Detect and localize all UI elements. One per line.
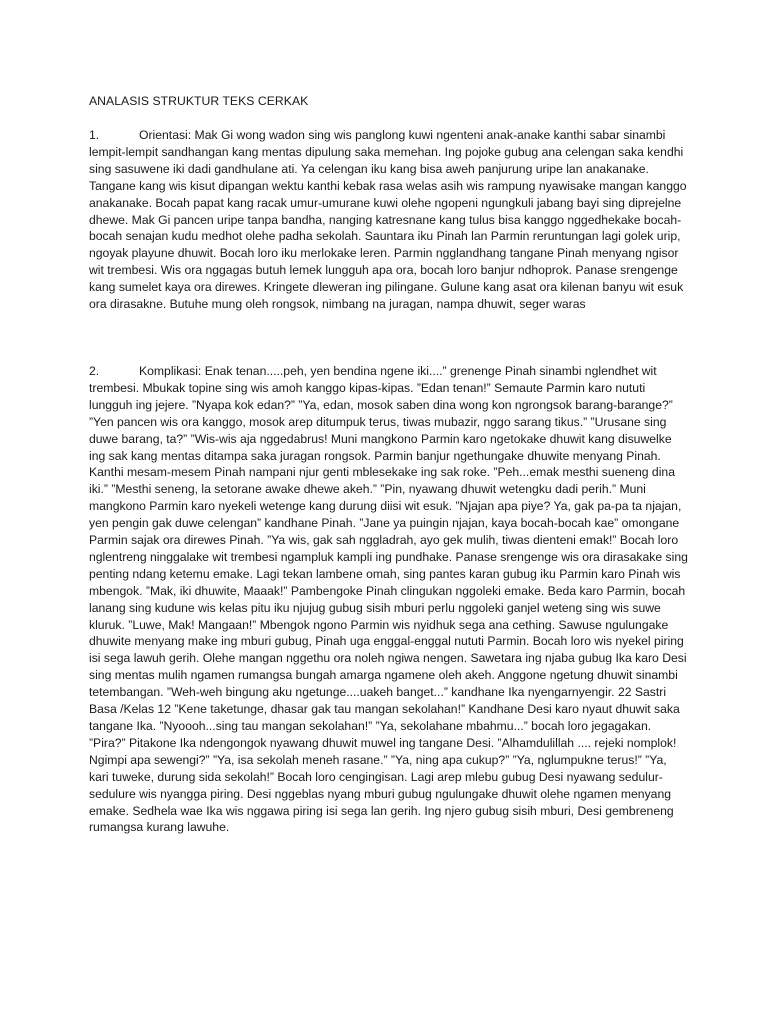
document-page: [89, 92, 689, 836]
section-komplikasi: [89, 363, 689, 836]
section-text: Komplikasi: Enak tenan.....peh, yen bendina ngene iki....” grenenge Pinah sinambi nglendhet wit trembesi. Mbukak topine sing wis amoh kanggo kipas-kipas. ”Edan tenan!” Semaute Parmin karo nututi lungguh ing jejere. ”Nyapa kok edan?” ”Ya, edan, mosok saben dina wong kon ngrongsok barang-barange?” ”Yen pancen wis ora kanggo, mosok arep ditumpuk terus, tiwas mubazir, nggo sarang tikus.” ”Urusane sing duwe barang, ta?” ”Wis-wis aja nggedabrus! Muni mangkono Parmin karo ngetokake dhuwit kang disuwelke ing sak kang mentas ditampa saka juragan rongsok. Parmin banjur ngethungake dhuwite menyang Pinah. Kanthi mesam-mesem Pinah nampani njur genti mblesekake ing sak roke. ”Peh...emak mesthi sueneng dina iki.” ”Mesthi seneng, la setorane awake dhewe akeh.” ”Pin, nyawang dhuwit wetengku dadi perih.” Muni mangkono Parmin karo nyekeli wetenge kang durung diisi wit esuk. ”Njajan apa piye? Ya, gak pa-pa ta njajan, yen pengin gak duwe celengan” kandhane Pinah. ”Jane ya puingin njajan, kaya bocah-bocah kae” omongane Parmin sajak ora direwes Pinah. ”Ya wis, gak sah nggladrah, ayo gek mulih, tiwas dienteni emak!” Bocah loro nglentreng ninggalake wit trembesi ngampluk kampli ing pundhake. Panase srengenge wis ora dirasakake sing penting ndang ketemu emake. Lagi tekan lambene omah, sing pantes karan gubug iku Parmin karo Pinah wis mbengok. ”Mak, iki dhuwite, Maaak!” Pambengoke Pinah clingukan nggoleki emake. Beda karo Parmin, bocah lanang sing kudune wis kelas pitu iku njujug gubug sisih mburi perlu nggoleki ganjel weteng sing wis suwe kluruk. ”Luwe, Mak! Mangaan!” Mbengok ngono Parmin wis nyidhuk sega ana cething. Sawuse ngulungake dhuwite menyang make ing mburi gubug, Pinah uga enggal-enggal nututi Parmin. Bocah loro wis nyekel piring isi sega lawuh gerih. Olehe mangan nggethu ora noleh ngiwa nengen. Sawetara ing njaba gubug Ika karo Desi sing mentas mulih ngamen rumangsa bungah amarga ngamene oleh akeh. Anggone ngetung dhuwit sinambi tetembangan. ”Weh-weh bingung aku ngetunge....uakeh banget...” kandhane Ika nyengarnyengir. 22 Sastri Basa /Kelas 12 ”Kene taketunge, dhasar gak tau mangan sekolahan!” Kandhane Desi karo nyaut dhuwit saka tangane Ika. ”Nyoooh...sing tau mangan sekolahan!” ”Ya, sekolahane mbahmu...” bocah loro jegagakan. ”Pira?” Pitakone Ika ndengongok nyawang dhuwit muwel ing tangane Desi. ”Alhamdulillah .... rejeki nomplok! Ngimpi apa sewengi?” ”Ya, isa sekolah meneh rasane.” ”Ya, ning apa cukup?” ”Ya, nglumpukne terus!” ”Ya, kari tuweke, durung sida sekolah!” Bocah loro cengingisan. Lagi arep mlebu gubug Desi nyawang sedulur-sedulure wis nyangga piring. Desi nggeblas nyang mburi gubug ngulungake dhuwit olehe ngamen menyang emake. Sedhela wae Ika wis nggawa piring isi sega lan gerih. Ing njero gubug sisih mburi, Desi gembreneng rumangsa kurang lawuhe.: [89, 363, 688, 835]
paragraph: [89, 363, 689, 836]
section-number: 2.: [89, 363, 100, 378]
document-title: ANALASIS STRUKTUR TEKS CERKAK: [89, 94, 309, 108]
section-text: Orientasi: Mak Gi wong wadon sing wis panglong kuwi ngenteni anak-anake kanthi sabar sinambi lempit-lempit sandhangan kang mentas dipulung saka memehan. Ing pojoke gubug ana celengan saka kendhi sing sasuwene iki dadi gandhulane ati. Ya celengan iku kang bisa aweh panjurung uripe lan anakanake. Tangane kang wis kisut dipangan wektu kanthi kebak rasa welas asih wis rampung nyawisake mangan kanggo anakanake. Bocah papat kang racak umur-umurane kuwi olehe ngopeni ngungkuli jabang bayi sing diprejelne dhewe. Mak Gi pancen uripe tanpa bandha, nanging katresnane kang tulus bisa kanggo nggedhekake bocah-bocah senajan kudu medhot olehe padha sekolah. Sauntara iku Pinah lan Parmin reruntungan lagi golek urip, ngoyak playune dhuwit. Bocah loro iku merlokake leren. Parmin ngglandhang tangane Pinah menyang ngisor wit trembesi. Wis ora nggagas butuh lemek lungguh apa ora, bocah loro banjur ndhoprok. Panase srengenge kang sumelet kaya ora direwes. Kringete dleweran ing pilingane. Gulune kang asat ora kilenan banyu wit esuk ora dirasakne. Butuhe mung oleh rongsok, nimbang na juragan, nampa dhuwit, seger waras: [89, 128, 687, 312]
section-number: 1.: [89, 128, 100, 142]
section-orientasi: [89, 127, 689, 313]
paragraph: [89, 127, 689, 313]
